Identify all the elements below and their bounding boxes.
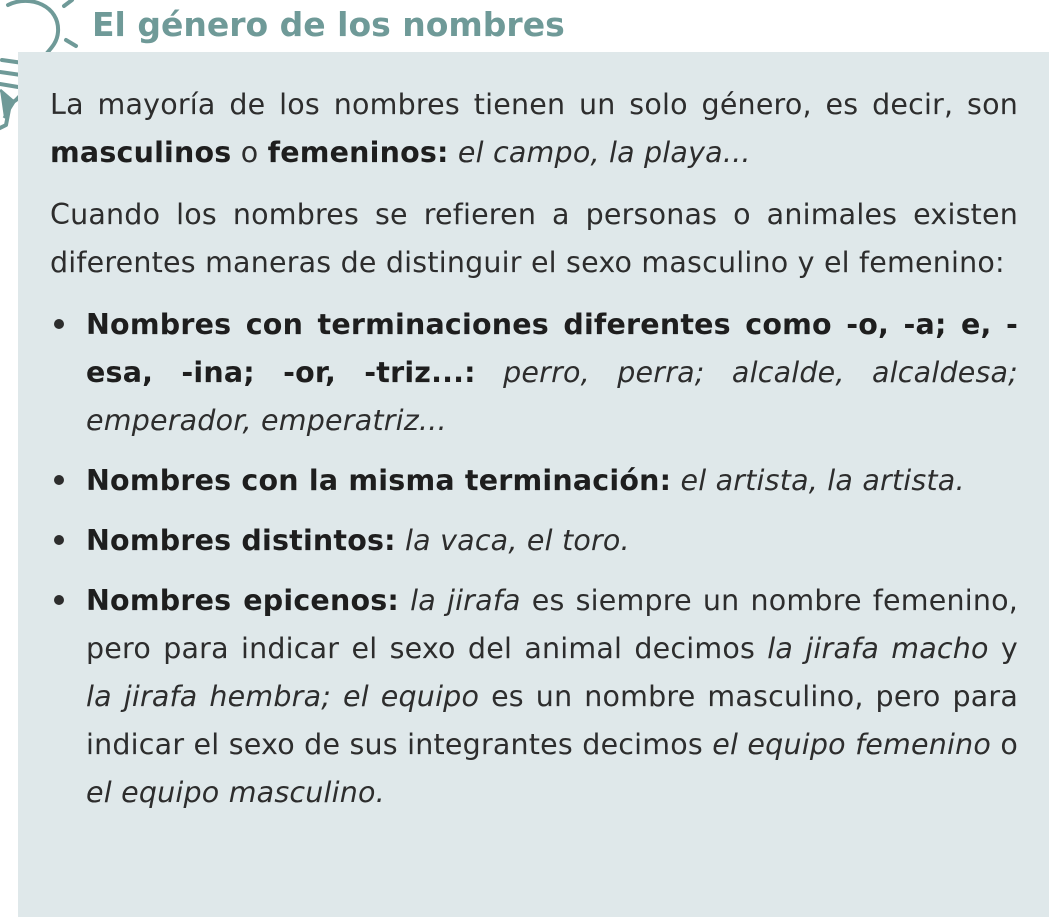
text: o — [231, 136, 268, 169]
bold-term: Nombres epicenos: — [86, 584, 399, 617]
bullet-icon — [54, 595, 64, 605]
text: es siempre un nombre femenino, pero para indicar el sexo del animal decimos — [86, 584, 1018, 665]
content — [50, 81, 1018, 829]
text: o — [991, 728, 1018, 761]
bold-term: Nombres con terminaciones diferentes como -o, -a; e, -esa, -ina; -or, -triz...: — [86, 308, 1018, 389]
page-title: El género de los nombres — [92, 5, 565, 44]
example: la jirafa hembra; el equipo — [86, 680, 480, 713]
bullet-icon — [54, 535, 64, 545]
list-item — [50, 517, 1018, 565]
list-item — [50, 301, 1018, 445]
example: perro, perra; alcalde, alcaldesa; emperador, emperatriz... — [86, 356, 1018, 437]
paragraph-explanation: Cuando los nombres se refieren a personas o animales existen diferentes maneras de distinguir el sexo masculino y el femenino: — [50, 198, 1018, 279]
example: el artista, la artista. — [671, 464, 965, 497]
bold-term: Nombres distintos: — [86, 524, 396, 557]
example: la jirafa — [398, 584, 521, 617]
text: es un nombre masculino, pero para indicar el sexo de sus integrantes decimos — [86, 680, 1018, 761]
example: el equipo masculino. — [86, 776, 385, 809]
text: y — [988, 632, 1019, 665]
example: la jirafa macho — [767, 632, 989, 665]
bullet-list — [50, 301, 1018, 817]
text: La mayoría de los nombres tienen un solo género, es decir, son — [50, 88, 1018, 121]
list-item — [50, 457, 1018, 505]
example: la vaca, el toro. — [395, 524, 630, 557]
example: el equipo femenino — [712, 728, 992, 761]
example: el campo, la playa... — [448, 136, 751, 169]
bold-term: masculinos — [50, 136, 232, 169]
bullet-icon — [54, 475, 64, 485]
bold-term: femeninos: — [267, 136, 449, 169]
bold-term: Nombres con la misma terminación: — [86, 464, 672, 497]
bullet-icon — [54, 319, 64, 329]
paragraph-intro — [50, 81, 1018, 177]
list-item — [50, 577, 1018, 817]
